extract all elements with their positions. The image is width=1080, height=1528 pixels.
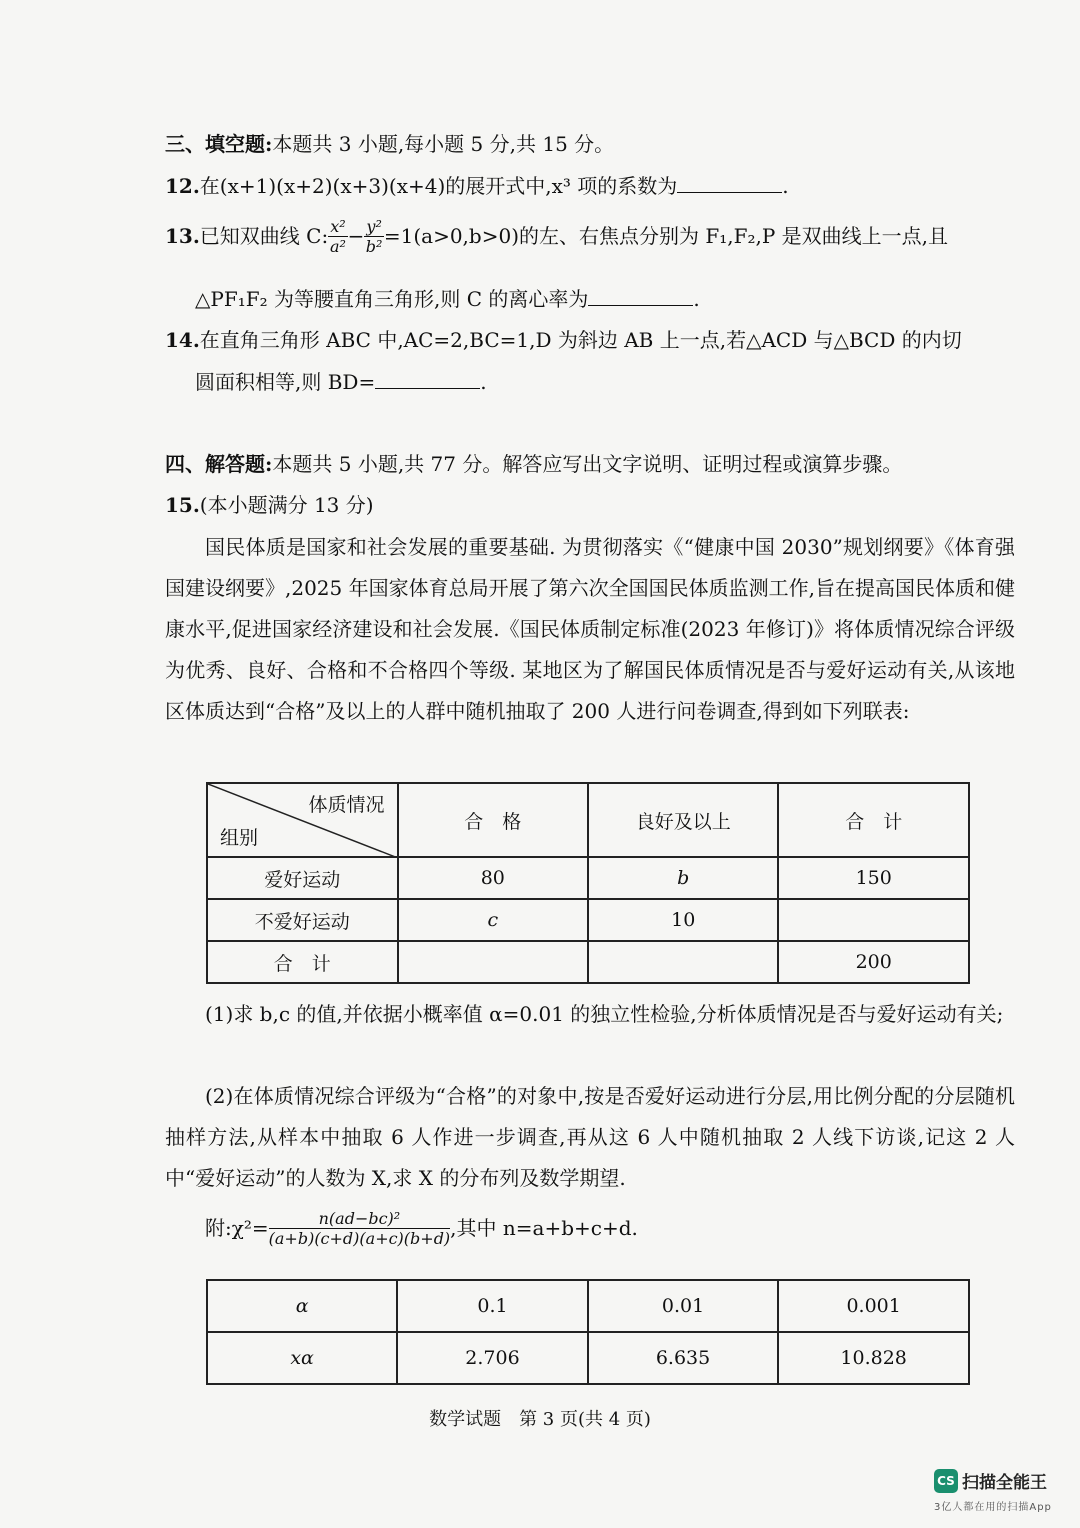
q14-line2-text: 圆面积相等,则 BD= bbox=[195, 370, 376, 394]
cs-logo-icon: CS bbox=[934, 1469, 958, 1493]
table-cell bbox=[588, 941, 778, 983]
table-cell: b bbox=[588, 857, 778, 899]
watermark-name: 扫描全能王 bbox=[962, 1473, 1047, 1493]
formula-fraction bbox=[269, 1210, 451, 1249]
section4-desc: 本题共 5 小题,共 77 分。解答应写出文字说明、证明过程或演算步骤。 bbox=[272, 452, 903, 476]
question-14 bbox=[165, 326, 1020, 354]
table-header-row bbox=[207, 783, 969, 857]
table-cell: 200 bbox=[778, 941, 969, 983]
q13-pre: 已知双曲线 C: bbox=[199, 224, 329, 248]
table-row bbox=[207, 899, 969, 941]
question-14-line2: 圆面积相等,则 BD= . bbox=[195, 370, 487, 394]
q12-text: 在(x+1)(x+2)(x+3)(x+4)的展开式中,x³ 项的系数为 bbox=[199, 174, 678, 198]
table-cell: 150 bbox=[778, 857, 969, 899]
scanner-watermark bbox=[934, 1468, 1047, 1493]
chi-square-formula bbox=[205, 1210, 1060, 1249]
formula-prefix: 附:χ²= bbox=[205, 1216, 269, 1240]
table-cell: 0.01 bbox=[588, 1280, 779, 1332]
q13-fraction-x bbox=[328, 218, 347, 257]
table-cell: 0.001 bbox=[778, 1280, 969, 1332]
table-cell: 10 bbox=[588, 899, 778, 941]
corner-cell bbox=[207, 783, 398, 857]
table-cell: 2.706 bbox=[397, 1332, 588, 1384]
chi-critical-table bbox=[206, 1279, 970, 1385]
formula-num: n(ad−bc)² bbox=[269, 1210, 451, 1229]
question-13: 13.已知双曲线 C: $\frac{\text{x²}}{\text{a²}}$ − $\frac{\text{y²}}{\text{b²}}$ =1(a>0,b>0)的左、右焦点分别为 F₁,F₂,P 是双曲线上一点,且 bbox=[165, 217, 949, 256]
section3-title: 三、填空题: bbox=[165, 132, 273, 156]
header-good: 良好及以上 bbox=[588, 783, 778, 857]
q15-title: (本小题满分 13 分) bbox=[199, 493, 374, 517]
table-cell bbox=[398, 941, 589, 983]
table-cell bbox=[778, 899, 969, 941]
section3-desc: 本题共 3 小题,每小题 5 分,共 15 分。 bbox=[272, 132, 615, 156]
table-row bbox=[207, 1332, 969, 1384]
table-cell: 0.1 bbox=[397, 1280, 588, 1332]
table-row bbox=[207, 857, 969, 899]
header-total: 合 计 bbox=[778, 783, 969, 857]
table-cell: xα bbox=[207, 1332, 397, 1384]
question-12: 12.在(x+1)(x+2)(x+3)(x+4)的展开式中,x³ 项的系数为 . bbox=[165, 174, 789, 198]
q15-paragraph: 国民体质是国家和社会发展的重要基础. 为贯彻落实《“健康中国 2030”规划纲要》《体育强国建设纲要》,2025 年国家体育总局开展了第六次全国国民体质监测工作,旨在提高国民体质和健康水平,促进国家经济建设和社会发展.《国民体质制定标准(2023 年修订)》将体质情况综合评级为优秀、良好、合格和不合格四个等级. 某地区为了解国民体质情况是否与爱好运动有关,从该地区体质达到“合格”及以上的人群中随机抽取了 200 人进行问卷调查,得到如下列联表: bbox=[165, 535, 1015, 723]
header-pass: 合 格 bbox=[398, 783, 589, 857]
q13-frac2-num: y² bbox=[366, 217, 382, 236]
q14-number: 14. bbox=[165, 328, 200, 352]
q13-answer-blank bbox=[588, 287, 693, 306]
row-label: 合 计 bbox=[207, 941, 398, 983]
q13-post: =1(a>0,b>0)的左、右焦点分别为 F₁,F₂,P 是双曲线上一点,且 bbox=[383, 224, 949, 248]
table-row bbox=[207, 1280, 969, 1332]
formula-den: (a+b)(c+d)(a+c)(b+d) bbox=[268, 1229, 451, 1248]
q12-number: 12. bbox=[165, 174, 200, 198]
q15-number: 15. bbox=[165, 493, 200, 517]
q13-fraction-y bbox=[364, 218, 383, 257]
q15-part1: (1)求 b,c 的值,并依据小概率值 α=0.01 的独立性检验,分析体质情况是否与爱好运动有关; bbox=[205, 1002, 1004, 1026]
row-label: 不爱好运动 bbox=[207, 899, 398, 941]
q13-line2-text: △PF₁F₂ 为等腰直角三角形,则 C 的离心率为 bbox=[195, 287, 589, 311]
corner-bottom-label: 组别 bbox=[220, 827, 259, 849]
q15-part2: (2)在体质情况综合评级为“合格”的对象中,按是否爱好运动进行分层,用比例分配的分层随机抽样方法,从样本中抽取 6 人作进一步调查,再从这 6 人中随机抽取 2 人线下访谈,记这 2 人中“爱好运动”的人数为 X,求 X 的分布列及数学期望. bbox=[165, 1084, 1015, 1190]
row-label: 爱好运动 bbox=[207, 857, 398, 899]
section3-heading bbox=[165, 130, 1020, 158]
page-footer: 数学试题 第 3 页(共 4 页) bbox=[429, 1409, 651, 1430]
q12-answer-blank bbox=[677, 174, 782, 193]
q13-frac1-num: x² bbox=[330, 217, 346, 236]
section4-heading bbox=[165, 450, 1020, 478]
question-13-line2: △PF₁F₂ 为等腰直角三角形,则 C 的离心率为 . bbox=[195, 287, 700, 311]
watermark-tagline: 3亿人都在用的扫描App bbox=[934, 1502, 1052, 1513]
table-cell: 6.635 bbox=[588, 1332, 779, 1384]
contingency-table bbox=[206, 782, 970, 984]
question-15-header bbox=[165, 491, 1020, 519]
q13-frac1-den: a² bbox=[329, 237, 346, 256]
table-row bbox=[207, 941, 969, 983]
corner-top-label: 体质情况 bbox=[308, 794, 385, 816]
q14-line1-text: 在直角三角形 ABC 中,AC=2,BC=1,D 为斜边 AB 上一点,若△ACD 与△BCD 的内切 bbox=[199, 328, 962, 352]
q13-frac2-den: b² bbox=[365, 237, 383, 256]
q14-answer-blank bbox=[375, 370, 480, 389]
table-cell: 80 bbox=[398, 857, 589, 899]
table-cell: c bbox=[398, 899, 589, 941]
formula-suffix: ,其中 n=a+b+c+d. bbox=[450, 1216, 638, 1240]
section4-title: 四、解答题: bbox=[165, 452, 273, 476]
q13-number: 13. bbox=[165, 224, 200, 248]
table-cell: 10.828 bbox=[778, 1332, 969, 1384]
table-cell: α bbox=[207, 1280, 397, 1332]
